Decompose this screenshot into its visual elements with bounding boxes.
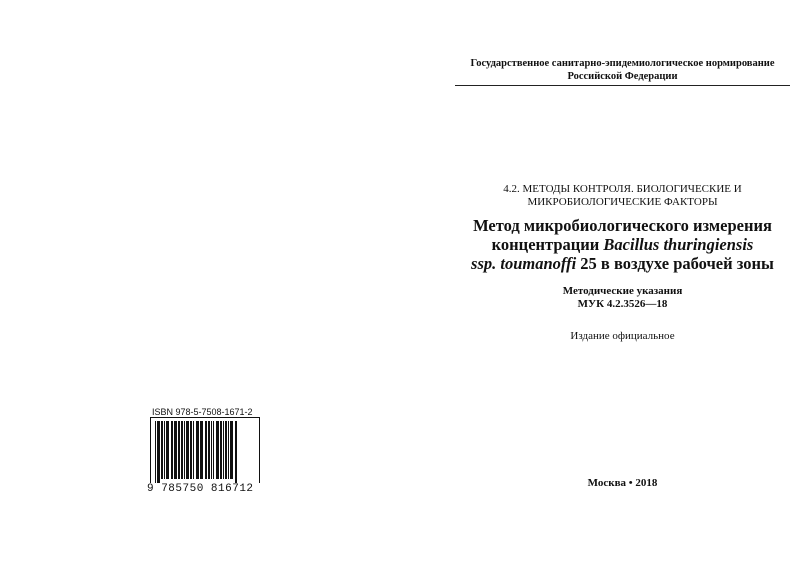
barcode-bar	[174, 421, 177, 479]
barcode-bar	[196, 421, 199, 479]
title-line-3-suffix: 25 в воздухе рабочей зоны	[576, 254, 774, 273]
barcode-bar	[193, 421, 194, 479]
barcode-bar	[230, 421, 233, 479]
barcode-bar	[228, 421, 229, 479]
section-line-2: МИКРОБИОЛОГИЧЕСКИЕ ФАКТОРЫ	[527, 196, 718, 208]
section-line-1: 4.2. МЕТОДЫ КОНТРОЛЯ. БИОЛОГИЧЕСКИЕ И	[503, 183, 742, 195]
barcode-bar	[213, 421, 214, 479]
barcode-bar	[161, 421, 163, 479]
title-line-2-prefix: концентрации	[491, 235, 604, 254]
barcode-frame	[150, 417, 260, 485]
barcode-bar	[155, 421, 156, 483]
title-line-2-italic: Bacillus thuringiensis	[603, 235, 754, 254]
isbn-number: 9 785750 816712	[147, 483, 263, 495]
document-subtitle	[455, 285, 790, 311]
barcode-bar	[184, 421, 185, 479]
city-year: Москва • 2018	[587, 477, 658, 489]
barcode-bar	[171, 421, 173, 479]
header-divider	[455, 85, 790, 86]
header-line-1: Государственное санитарно-эпидемиологическое нормирование	[470, 58, 775, 69]
barcode-bar	[220, 421, 222, 479]
title-line-3-italic: ssp. toumanoffi	[471, 254, 577, 273]
barcode-bar	[164, 421, 165, 479]
header-line-2: Российской Федерации	[567, 71, 678, 82]
barcode-bar	[216, 421, 219, 479]
edition-label: Издание официальное	[570, 330, 675, 342]
title-line-3	[440, 254, 800, 273]
section-heading	[455, 183, 790, 209]
title-line-1: Метод микробиологического измерения	[473, 216, 772, 235]
barcode-bar	[235, 421, 237, 483]
barcode-bar	[157, 421, 160, 483]
subtitle-line-1: Методические указания	[562, 285, 683, 297]
subtitle-line-2: МУК 4.2.3526—18	[577, 298, 668, 310]
barcode-bar	[223, 421, 224, 479]
publisher-header	[455, 57, 790, 83]
barcode-bar	[208, 421, 210, 479]
barcode-bars	[151, 418, 259, 484]
title-line-2	[440, 235, 800, 254]
document-title	[440, 216, 800, 273]
barcode-bar	[200, 421, 203, 479]
barcode-bar	[166, 421, 169, 479]
barcode-bar	[178, 421, 180, 479]
barcode-bar	[190, 421, 192, 479]
barcode-bar	[186, 421, 189, 479]
isbn-label: ISBN 978-5-7508-1671-2	[152, 407, 253, 417]
barcode-bar	[181, 421, 183, 479]
barcode-bar	[225, 421, 227, 479]
barcode-bar	[205, 421, 207, 479]
barcode-bar	[211, 421, 212, 479]
